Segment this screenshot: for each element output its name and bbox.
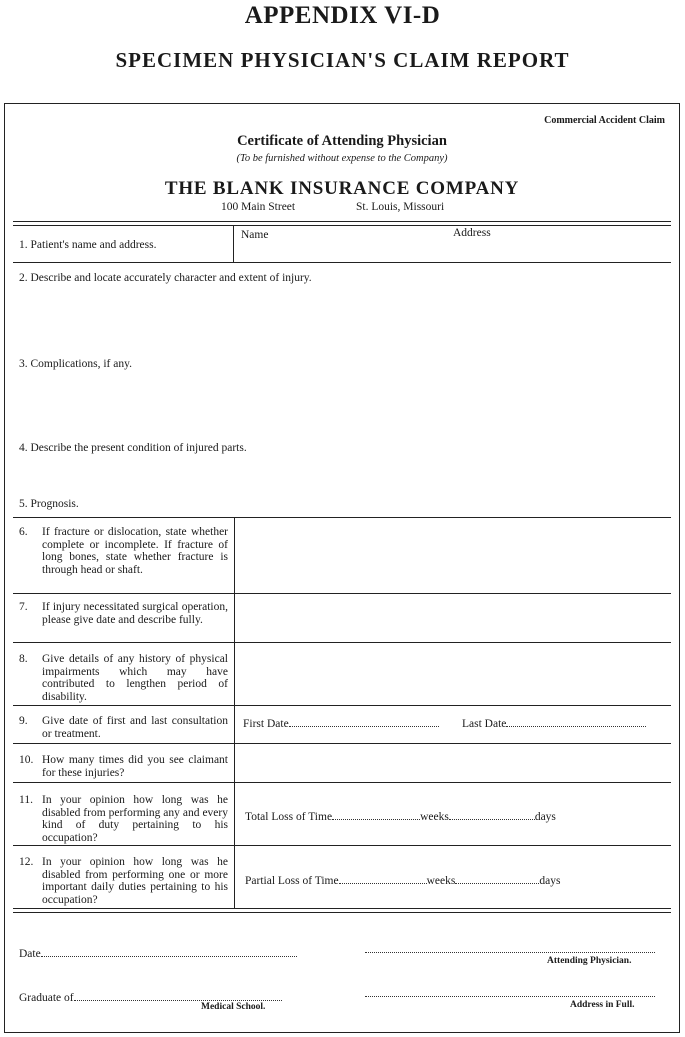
question-11-number: 11. (19, 794, 33, 806)
appendix-title: APPENDIX VI-D (244, 2, 441, 29)
graduate-of-label: Graduate of (19, 992, 74, 1004)
rule-after-q7 (13, 642, 671, 643)
questions-column-divider (234, 517, 235, 908)
question-5: 5. Prognosis. (19, 498, 79, 510)
bottom-double-rule (13, 908, 671, 913)
question-10-number: 10. (19, 754, 34, 766)
q9-last-date-field (462, 717, 646, 730)
page-heading: SPECIMEN PHYSICIAN'S CLAIM REPORT (115, 48, 570, 72)
question-6-number: 6. (19, 526, 28, 538)
question-4: 4. Describe the present condition of injured parts. (19, 442, 247, 454)
q12-weeks-blank (339, 874, 427, 884)
rule-after-q1 (13, 262, 671, 263)
rule-after-q10 (13, 782, 671, 783)
top-double-rule (13, 221, 671, 226)
date-blank (41, 947, 297, 957)
question-7-number: 7. (19, 601, 28, 613)
question-7: If injury necessitated surgical operation, please give date and describe fully. (42, 601, 228, 626)
rule-after-q6 (13, 593, 671, 594)
q9-first-date-field (243, 717, 439, 730)
claim-type-label: Commercial Accident Claim (544, 115, 665, 126)
question-3: 3. Complications, if any. (19, 358, 132, 370)
q12-partial-loss-label: Partial Loss of Time (245, 875, 339, 887)
certificate-subtitle: (To be furnished without expense to the Company) (236, 153, 448, 164)
graduate-blank (74, 991, 282, 1001)
q11-days-label: days (534, 811, 556, 823)
question-2: 2. Describe and locate accurately character and extent of injury. (19, 272, 312, 284)
q12-days-blank (455, 874, 539, 884)
q11-weeks-blank (332, 810, 420, 820)
q12-partial-loss-field (245, 874, 560, 887)
q9-first-date-label: First Date (243, 718, 289, 730)
q11-days-blank (449, 810, 535, 820)
q9-first-date-blank (289, 717, 439, 727)
address-line (365, 996, 655, 997)
question-11: In your opinion how long was he disabled from performing any and every kind of duty pertaining to his occupation? (42, 794, 228, 844)
q1-divider (233, 226, 234, 262)
physician-signature-line (365, 952, 655, 953)
date-label: Date (19, 948, 41, 960)
question-8-number: 8. (19, 653, 28, 665)
q1-name-label: Name (241, 229, 269, 241)
company-name: THE BLANK INSURANCE COMPANY (164, 178, 520, 199)
address-in-full-label: Address in Full. (570, 1000, 635, 1010)
attending-physician-label: Attending Physician. (547, 956, 632, 966)
q11-weeks-label: weeks (420, 811, 449, 823)
rule-after-q8 (13, 705, 671, 706)
question-10: How many times did you see claimant for these injuries? (42, 754, 228, 779)
question-12-number: 12. (19, 856, 34, 868)
date-field (19, 947, 297, 960)
claim-form (4, 103, 680, 1033)
q1-address-label: Address (453, 227, 491, 239)
rule-after-q9 (13, 743, 671, 744)
q9-last-date-label: Last Date (462, 718, 507, 730)
question-6: If fracture or dislocation, state whether complete or incomplete. If fracture of long bones, state whether fracture is through head or shaft. (42, 526, 228, 576)
q12-days-label: days (539, 875, 561, 887)
company-city: St. Louis, Missouri (356, 201, 445, 213)
q9-last-date-blank (506, 717, 646, 727)
company-street: 100 Main Street (221, 201, 296, 213)
question-9: Give date of first and last consultation or treatment. (42, 715, 228, 740)
question-8: Give details of any history of physical impairments which may have contributed to lengthen period of disability. (42, 653, 228, 703)
certificate-title: Certificate of Attending Physician (237, 133, 447, 149)
medical-school-label: Medical School. (201, 1002, 266, 1012)
question-12: In your opinion how long was he disabled from performing one or more important daily duties pertaining to his occupation? (42, 856, 228, 906)
q11-total-loss-label: Total Loss of Time (245, 811, 333, 823)
question-9-number: 9. (19, 715, 28, 727)
rule-after-q11 (13, 845, 671, 846)
q11-total-loss-field (245, 810, 556, 823)
q12-weeks-label: weeks (426, 875, 456, 887)
rule-after-q5 (13, 517, 671, 518)
question-1: 1. Patient's name and address. (19, 239, 157, 251)
